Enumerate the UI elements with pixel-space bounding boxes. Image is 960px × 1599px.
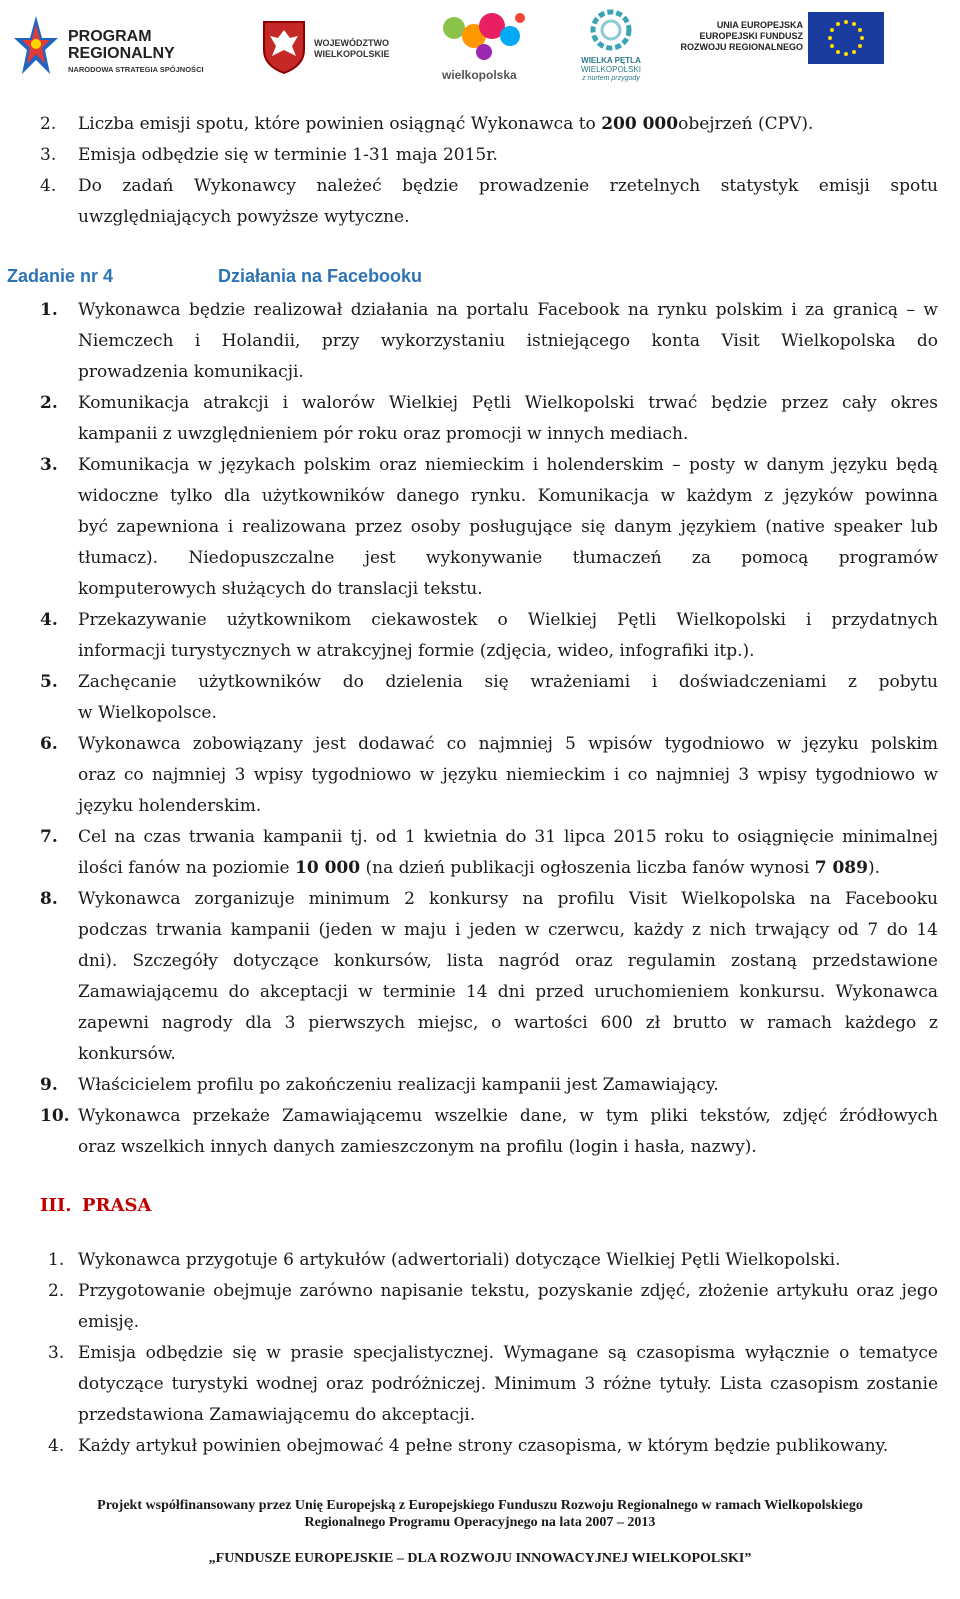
- logo1-title: PROGRAM REGIONALNY: [68, 28, 175, 62]
- list-item: Do zadań Wykonawcy należeć będzie prowadzenie rzetelnych statystyk emisji spotu: [78, 176, 938, 196]
- list-number: 2.: [48, 1281, 65, 1301]
- list-number: 2.: [40, 114, 57, 134]
- wojewodztwo-logo: [262, 20, 412, 80]
- list-item: Liczba emisji spotu, które powinien osiągnąć Wykonawca to 200 000obejrzeń (CPV).: [78, 114, 814, 134]
- eu-flag-icon: [808, 12, 884, 64]
- task-title: Działania na Facebooku: [218, 266, 423, 286]
- list-item-line: tłumacz). Niedopuszczalne jest wykonywanie tłumaczeń za pomocą programów: [78, 548, 938, 568]
- list-number: 3.: [40, 145, 57, 165]
- list-item-cont: uwzględniających powyższe wytyczne.: [78, 207, 410, 227]
- wielkopolska-logo: [440, 6, 530, 86]
- list-number: 4.: [40, 176, 57, 196]
- list-number: 5.: [40, 672, 58, 692]
- logo3-text: wielkopolska: [442, 68, 517, 82]
- list-item-line: emisję.: [78, 1312, 140, 1332]
- list-item-line: konkursów.: [78, 1044, 176, 1064]
- list-item-line: Wykonawca przekaże Zamawiającemu wszelkie dane, w tym pliki tekstów, zdjęć źródłowych: [78, 1106, 938, 1126]
- footer-note: Projekt współfinansowany przez Unię Europejską z Europejskiego Funduszu Rozwoju Regionalnego w ramach Wielkopolskiego Regionalnego Programu Operacyjnego na lata 2007 – 2013: [97, 1498, 863, 1530]
- section-number: III.: [40, 1195, 72, 1216]
- wielka-petla-logo: [568, 6, 654, 86]
- list-item-line: języku holenderskim.: [78, 796, 262, 816]
- coat-of-arms-icon: [262, 20, 306, 74]
- logo5-text: UNIA EUROPEJSKA EUROPEJSKI FUNDUSZ ROZWOJU REGIONALNEGO: [680, 20, 803, 52]
- list-number: 6.: [40, 734, 58, 754]
- list-item-line: informacji turystycznych w atrakcyjnej formie (zdjęcia, wideo, infografiki itp.).: [78, 641, 755, 661]
- list-item-line: Zamawiającemu do akceptacji w terminie 14 dni przed uruchomieniem konkursu. Wykonawca: [78, 982, 938, 1002]
- footer-slogan: „FUNDUSZE EUROPEJSKIE – DLA ROZWOJU INNOWACYJNEJ WIELKOPOLSKI”: [208, 1551, 752, 1566]
- list-item-line: Zachęcanie użytkowników do dzielenia się wrażeniami i doświadczeniami z pobytu: [78, 672, 938, 692]
- list-number: 4.: [40, 610, 58, 630]
- list-item-line: przedstawiona Zamawiającemu do akceptacji.: [78, 1405, 476, 1425]
- list-item-line: Wykonawca przygotuje 6 artykułów (adwertoriali) dotyczące Wielkiej Pętli Wielkopolski.: [78, 1250, 841, 1270]
- list-item-line: Przygotowanie obejmuje zarówno napisanie tekstu, pozyskanie zdjęć, złożenie artykułu oraz jego: [78, 1281, 938, 1301]
- list-item-line: widoczne tylko dla użytkowników danego rynku. Komunikacja w każdym z języków powinna: [78, 486, 938, 506]
- loop-icon: [568, 6, 654, 56]
- list-item-line: Wykonawca zobowiązany jest dodawać co najmniej 5 wpisów tygodniowo w języku polskim: [78, 734, 938, 754]
- page-header: [0, 0, 960, 92]
- list-item-line: oraz wszelkich innych danych zamieszczonym na profilu (login i hasła, nazwy).: [78, 1137, 757, 1157]
- list-item-line: zapewni nagrody dla 3 pierwszych miejsc, o wartości 600 zł brutto w ramach każdego z: [78, 1013, 938, 1033]
- logo1-subtitle: NARODOWA STRATEGIA SPÓJNOŚCI: [68, 65, 204, 74]
- logo2-text: WOJEWÓDZTWO WIELKOPOLSKIE: [314, 38, 390, 59]
- list-item-line: komputerowych służących do translacji tekstu.: [78, 579, 483, 599]
- list-item-line: podczas trwania kampanii (jeden w maju i jeden w czerwcu, każdy z nich trwający od 7 do 14: [78, 920, 938, 940]
- list-number: 7.: [40, 827, 58, 847]
- list-item-line: Komunikacja atrakcji i walorów Wielkiej Pętli Wielkopolski trwać będzie przez cały okres: [78, 393, 938, 413]
- star-icon: [12, 14, 60, 78]
- list-item-line: dotyczące turystyki wodnej oraz podróżniczej. Minimum 3 różne tytuły. Lista czasopism zostanie: [78, 1374, 938, 1394]
- task-label: Zadanie nr 4: [7, 266, 114, 286]
- list-item-line: Wykonawca będzie realizował działania na portalu Facebook na rynku polskim i za granicą – w: [78, 300, 938, 320]
- list-number: 1.: [40, 300, 58, 320]
- list-item-line: Każdy artykuł powinien obejmować 4 pełne strony czasopisma, w którym będzie publikowany.: [78, 1436, 889, 1456]
- list-number: 8.: [40, 889, 58, 909]
- eu-logo: [668, 12, 888, 66]
- program-regionalny-logo: [12, 14, 222, 78]
- logo4-text: WIELKA PĘTLA WIELKOPOLSKI z nurtem przygody: [580, 56, 642, 82]
- list-item-line: Właścicielem profilu po zakończeniu realizacji kampanii jest Zamawiający.: [78, 1075, 719, 1095]
- list-item-line: Niemczech i Holandii, przy wykorzystaniu istniejącego konta Visit Wielkopolska do: [78, 331, 938, 351]
- list-item-line: Przekazywanie użytkownikom ciekawostek o Wielkiej Pętli Wielkopolski i przydatnych: [78, 610, 938, 630]
- list-item-line: kampanii z uwzględnieniem pór roku oraz promocji w innych mediach.: [78, 424, 689, 444]
- list-number: 3.: [48, 1343, 65, 1363]
- list-number: 10.: [40, 1106, 70, 1126]
- list-item-line: być zapewniona i realizowana przez osoby posługujące się danym językiem (native speaker lub: [78, 517, 938, 537]
- list-item-line: Cel na czas trwania kampanii tj. od 1 kwietnia do 31 lipca 2015 roku to osiągnięcie minimalnej: [78, 827, 938, 847]
- list-item-line: Wykonawca zorganizuje minimum 2 konkursy na profilu Visit Wielkopolska na Facebooku: [78, 889, 938, 909]
- list-number: 9.: [40, 1075, 58, 1095]
- list-item-line: dni). Szczegóły dotyczące konkursów, lista nagród oraz regulamin zostaną przedstawione: [78, 951, 938, 971]
- section-title: PRASA: [82, 1195, 152, 1216]
- list-number: 4.: [48, 1436, 65, 1456]
- list-number: 3.: [40, 455, 58, 475]
- list-number: 2.: [40, 393, 58, 413]
- list-item-line: prowadzenia komunikacji.: [78, 362, 304, 382]
- list-item-line: Komunikacja w językach polskim oraz niemieckim i holenderskim – posty w danym języku będą: [78, 455, 938, 475]
- list-number: 1.: [48, 1250, 65, 1270]
- list-item-line: ilości fanów na poziomie 10 000 (na dzień publikacji ogłoszenia liczba fanów wynosi 7 089).: [78, 858, 881, 878]
- list-item-line: oraz co najmniej 3 wpisy tygodniowo w języku niemieckim i co najmniej 3 wpisy tygodniowo w: [78, 765, 938, 785]
- wlkp-mark-icon: [440, 6, 530, 66]
- list-item-line: w Wielkopolsce.: [78, 703, 217, 723]
- list-item-line: Emisja odbędzie się w prasie specjalistycznej. Wymagane są czasopisma wyłącznie o tematyce: [78, 1343, 938, 1363]
- list-item: Emisja odbędzie się w terminie 1-31 maja 2015r.: [78, 145, 498, 165]
